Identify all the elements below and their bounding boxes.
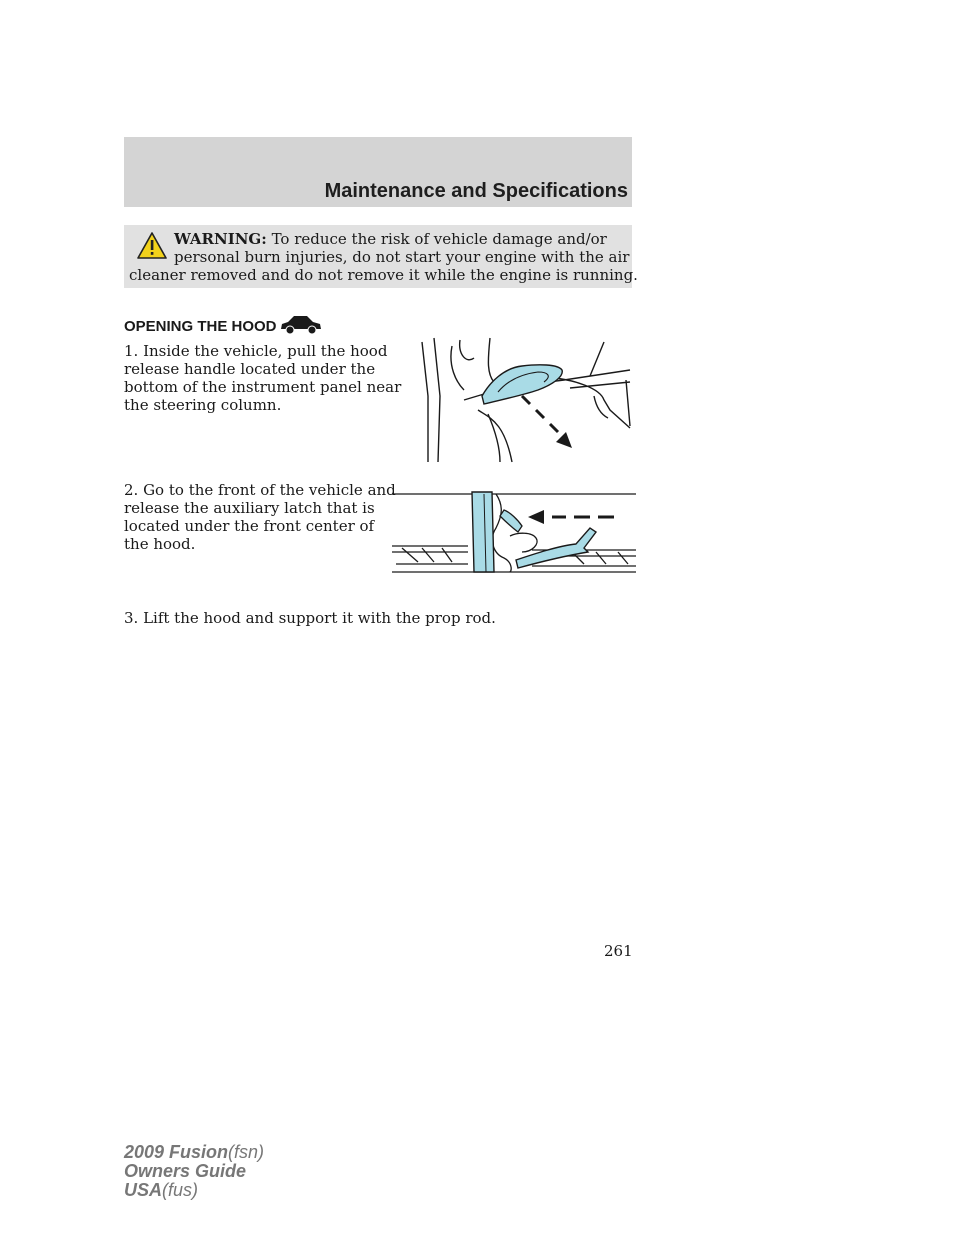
warning-line-2: personal burn injuries, do not start your engine with the air bbox=[174, 248, 630, 266]
step-2-line-3: located under the front center of bbox=[124, 517, 375, 535]
step-1 bbox=[124, 342, 401, 414]
section-heading-text: OPENING THE HOOD bbox=[124, 318, 277, 335]
step-1-line-2: release handle located under the bbox=[124, 360, 376, 378]
step-2 bbox=[124, 481, 396, 553]
footer-line-1 bbox=[124, 1143, 264, 1162]
warning-label: WARNING: bbox=[174, 230, 267, 248]
step-2-line-4: the hood. bbox=[124, 535, 196, 553]
footer-market-code: (fus) bbox=[162, 1180, 199, 1200]
step-2-line-2: release the auxiliary latch that is bbox=[124, 499, 375, 517]
page-number: 261 bbox=[604, 942, 633, 960]
step-1-line-4: the steering column. bbox=[124, 396, 282, 414]
footer bbox=[124, 1143, 264, 1200]
car-icon bbox=[279, 313, 323, 335]
section-title: Maintenance and Specifications bbox=[324, 180, 628, 202]
warning-box bbox=[124, 225, 638, 288]
section-heading bbox=[124, 313, 323, 335]
warning-line-3: cleaner removed and do not remove it while the engine is running. bbox=[129, 266, 638, 284]
warning-triangle-icon bbox=[136, 231, 168, 260]
step-3: 3. Lift the hood and support it with the prop rod. bbox=[124, 609, 496, 627]
footer-market: USA bbox=[124, 1180, 163, 1200]
footer-line-2: Owners Guide bbox=[124, 1161, 247, 1181]
footer-model: 2009 Fusion bbox=[124, 1142, 229, 1162]
hood-release-illustration bbox=[404, 336, 634, 464]
step-2-line-1: 2. Go to the front of the vehicle and bbox=[124, 481, 396, 499]
header-band bbox=[124, 137, 632, 207]
footer-line-3 bbox=[124, 1181, 264, 1200]
auxiliary-latch-illustration bbox=[392, 488, 636, 578]
warning-line-1 bbox=[174, 231, 607, 248]
warning-text-1: To reduce the risk of vehicle damage and/or bbox=[271, 230, 607, 248]
step-1-line-3: bottom of the instrument panel near bbox=[124, 378, 402, 396]
footer-model-code: (fsn) bbox=[228, 1142, 265, 1162]
step-1-line-1: 1. Inside the vehicle, pull the hood bbox=[124, 342, 388, 360]
